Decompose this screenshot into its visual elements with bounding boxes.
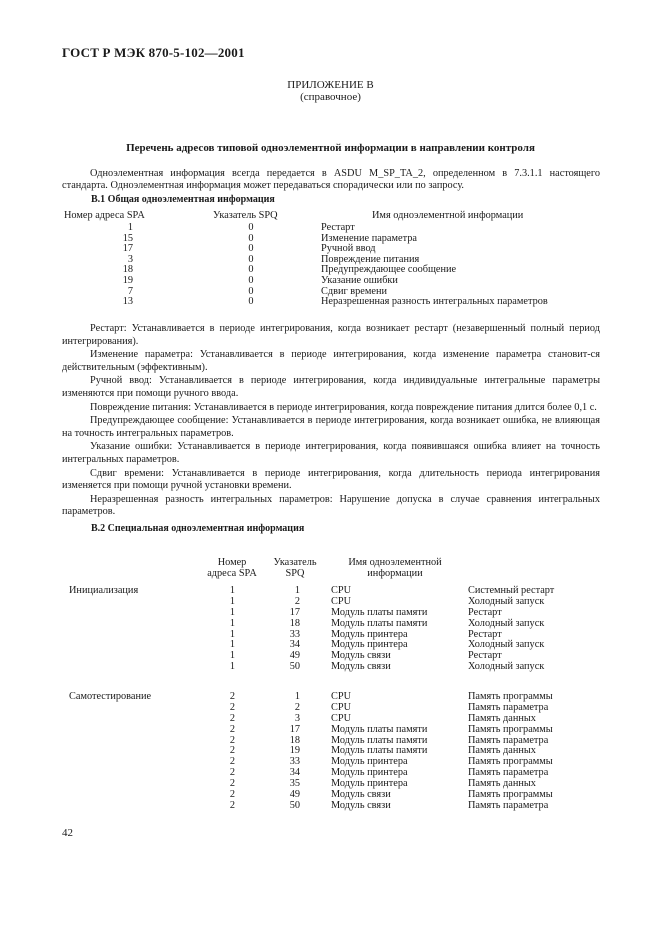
name-cell: Предупреждающее сообщение <box>321 264 457 276</box>
name-cell: Модуль связи <box>331 661 391 673</box>
spa-cell: 2 <box>229 701 235 713</box>
appendix-title: ПРИЛОЖЕНИЕ В <box>287 79 374 91</box>
spq-cell: 34 <box>289 639 300 651</box>
table-row <box>0 619 661 630</box>
spq-cell: 33 <box>289 628 300 640</box>
spq-cell: 17 <box>289 723 300 735</box>
name-cell: Ручной ввод <box>321 243 376 255</box>
table-row <box>0 276 661 287</box>
table-row <box>0 223 661 234</box>
spa-cell: 7 <box>127 285 133 297</box>
name-cell: Неразрешенная разность интегральных параметров <box>321 296 548 308</box>
intro-paragraph: Одноэлементная информация всегда передается в ASDU M_SP_TA_2, определенном в 7.3.1.1 настоящего стандарта. Одноэлементная информация может передаваться спорадически или по запросу. <box>62 168 600 191</box>
name-cell: Модуль принтера <box>331 778 408 790</box>
name-cell: Модуль платы памяти <box>331 745 428 757</box>
page-heading: Перечень адресов типовой одноэлементной информации в направлении контроля <box>126 142 535 154</box>
spq-cell: 34 <box>289 767 300 779</box>
general-info-table <box>0 223 661 308</box>
spq-cell: 35 <box>289 778 300 790</box>
description-cell: Память программы <box>468 723 553 735</box>
description-cell: Системный рестарт <box>468 585 555 596</box>
name-cell: Модуль принтера <box>331 639 408 651</box>
spa-cell: 1 <box>229 628 235 640</box>
description-cell: Память параметра <box>468 767 549 779</box>
spa-cell: 1 <box>229 650 235 662</box>
name-cell: Модуль связи <box>331 789 391 801</box>
table2-header-spa-line1: Номер <box>217 557 247 568</box>
description-cell: Холодный запуск <box>468 617 545 629</box>
spq-cell: 17 <box>289 606 300 618</box>
table2-header-spa <box>200 557 264 579</box>
description-cell: Рестарт <box>468 650 502 662</box>
name-cell: Модуль платы памяти <box>331 734 428 746</box>
description-cell: Память программы <box>468 789 553 801</box>
spq-cell: 2 <box>294 701 300 713</box>
table2-header-spq-line2: SPQ <box>285 568 305 579</box>
spq-cell: 33 <box>289 756 300 768</box>
description-cell: Холодный запуск <box>468 595 545 607</box>
definition-paragraph: Ручной ввод: Устанавливается в периоде интегрирования, когда индивидуальные интегральные параметры изменяются при помощи ручного ввода. <box>62 375 600 399</box>
group-label: Самотестирование <box>69 691 152 702</box>
definition-paragraph: Предупреждающее сообщение: Устанавливается в периоде интегрирования, когда возникает ошибка, не влияющая на точность интегральных параметров. <box>62 415 600 439</box>
spq-cell: 19 <box>289 745 300 757</box>
table1-header-spa: Номер адреса SPA <box>64 210 145 221</box>
name-cell: Модуль платы памяти <box>331 606 428 618</box>
spa-cell: 1 <box>229 595 235 607</box>
spa-cell: 2 <box>229 734 235 746</box>
spa-cell: 1 <box>229 639 235 651</box>
table1-header-spq: Указатель SPQ <box>213 210 278 221</box>
page-number: 42 <box>62 827 73 839</box>
description-cell: Память данных <box>468 745 536 757</box>
spq-cell: 2 <box>294 595 300 607</box>
spq-cell: 0 <box>248 274 254 286</box>
name-cell: Повреждение питания <box>321 253 420 265</box>
name-cell: Модуль принтера <box>331 767 408 779</box>
spq-cell: 49 <box>289 789 300 801</box>
spa-cell: 1 <box>229 585 235 596</box>
spa-cell: 2 <box>229 691 235 702</box>
spa-cell: 1 <box>229 606 235 618</box>
table1-header-name: Имя одноэлементной информации <box>372 210 524 221</box>
table2-header-name-line2: информации <box>367 568 423 579</box>
spa-cell: 1 <box>229 617 235 629</box>
definitions-list <box>62 323 600 520</box>
spa-cell: 2 <box>229 778 235 790</box>
description-cell: Память программы <box>468 756 553 768</box>
table2-header-name <box>330 557 460 579</box>
name-cell: CPU <box>331 701 352 713</box>
spq-cell: 49 <box>289 650 300 662</box>
name-cell: Сдвиг времени <box>321 285 387 297</box>
table2-header-name-line1: Имя одноэлементной <box>348 557 442 568</box>
name-cell: Модуль принтера <box>331 628 408 640</box>
name-cell: Модуль связи <box>331 799 391 811</box>
description-cell: Рестарт <box>468 628 502 640</box>
spa-cell: 1 <box>127 222 133 233</box>
spa-cell: 18 <box>122 264 133 276</box>
description-cell: Память параметра <box>468 734 549 746</box>
definition-paragraph: Рестарт: Устанавливается в периоде интегрирования, когда возникает рестарт (незавершенный полный период интегрирования). <box>62 323 600 347</box>
spa-cell: 2 <box>229 712 235 724</box>
spa-cell: 2 <box>229 745 235 757</box>
name-cell: Модуль связи <box>331 650 391 662</box>
spa-cell: 13 <box>122 296 133 308</box>
spa-cell: 3 <box>127 253 133 265</box>
spa-cell: 2 <box>229 756 235 768</box>
table2-header-spa-line2: адреса SPA <box>207 568 257 579</box>
table-row <box>0 297 661 308</box>
spq-cell: 50 <box>289 799 300 811</box>
description-cell: Память данных <box>468 712 536 724</box>
description-cell: Холодный запуск <box>468 639 545 651</box>
spa-cell: 1 <box>229 661 235 673</box>
definition-paragraph: Сдвиг времени: Устанавливается в периоде интегрирования, когда длительность периода интегрирования изменяется при помощи ручной установки времени. <box>62 467 600 492</box>
group-label: Инициализация <box>69 585 139 596</box>
document-header: ГОСТ Р МЭК 870-5-102—2001 <box>62 45 245 60</box>
definition-paragraph: Неразрешенная разность интегральных параметров: Нарушение допуска в случае сравнения интегральных параметров. <box>62 493 600 518</box>
spq-cell: 1 <box>294 691 300 702</box>
spa-cell: 2 <box>229 789 235 801</box>
spq-cell: 0 <box>248 285 254 297</box>
special-info-table-self-test <box>0 692 661 812</box>
spa-cell: 2 <box>229 767 235 779</box>
name-cell: Модуль принтера <box>331 756 408 768</box>
appendix-subtitle: (справочное) <box>300 91 361 103</box>
special-info-table-initialization <box>0 586 661 673</box>
section-2-title: В.2 Специальная одноэлементная информация <box>91 523 305 534</box>
spq-cell: 0 <box>248 296 254 308</box>
table-row <box>0 725 661 736</box>
name-cell: Модуль платы памяти <box>331 723 428 735</box>
spa-cell: 19 <box>122 274 133 286</box>
spa-cell: 15 <box>122 232 133 244</box>
definition-paragraph: Указание ошибки: Устанавливается в периоде интегрирования, когда появившаяся ошибка влияет на точность интегральных параметров. <box>62 441 600 465</box>
description-cell: Память параметра <box>468 799 549 811</box>
spq-cell: 0 <box>248 243 254 255</box>
spa-cell: 2 <box>229 799 235 811</box>
spq-cell: 0 <box>248 253 254 265</box>
name-cell: Указание ошибки <box>321 274 398 286</box>
spq-cell: 0 <box>248 264 254 276</box>
name-cell: Модуль платы памяти <box>331 617 428 629</box>
definition-paragraph: Повреждение питания: Устанавливается в периоде интегрирования, когда повреждение питания длится более 0,1 с. <box>90 401 597 413</box>
table-row <box>0 662 661 673</box>
name-cell: CPU <box>331 691 352 702</box>
section-1-title: В.1 Общая одноэлементная информация <box>91 194 275 205</box>
name-cell: CPU <box>331 595 352 607</box>
description-cell: Память данных <box>468 778 536 790</box>
description-cell: Память параметра <box>468 701 549 713</box>
name-cell: CPU <box>331 585 352 596</box>
description-cell: Память программы <box>468 691 553 702</box>
table2-header-spq <box>266 557 324 579</box>
spq-cell: 18 <box>289 617 300 629</box>
description-cell: Рестарт <box>468 606 502 618</box>
spq-cell: 3 <box>294 712 300 724</box>
spq-cell: 18 <box>289 734 300 746</box>
table-row <box>0 801 661 812</box>
description-cell: Холодный запуск <box>468 661 545 673</box>
table2-header-spq-line1: Указатель <box>273 557 317 568</box>
spq-cell: 50 <box>289 661 300 673</box>
spa-cell: 2 <box>229 723 235 735</box>
spa-cell: 17 <box>122 243 133 255</box>
definition-paragraph: Изменение параметра: Устанавливается в периоде интегрирования, когда изменение параметра становит-ся действительным (эффективным). <box>62 349 600 373</box>
spq-cell: 0 <box>248 232 254 244</box>
spq-cell: 0 <box>248 222 254 233</box>
name-cell: Рестарт <box>321 222 355 233</box>
name-cell: Изменение параметра <box>321 232 417 244</box>
name-cell: CPU <box>331 712 352 724</box>
spq-cell: 1 <box>294 585 300 596</box>
